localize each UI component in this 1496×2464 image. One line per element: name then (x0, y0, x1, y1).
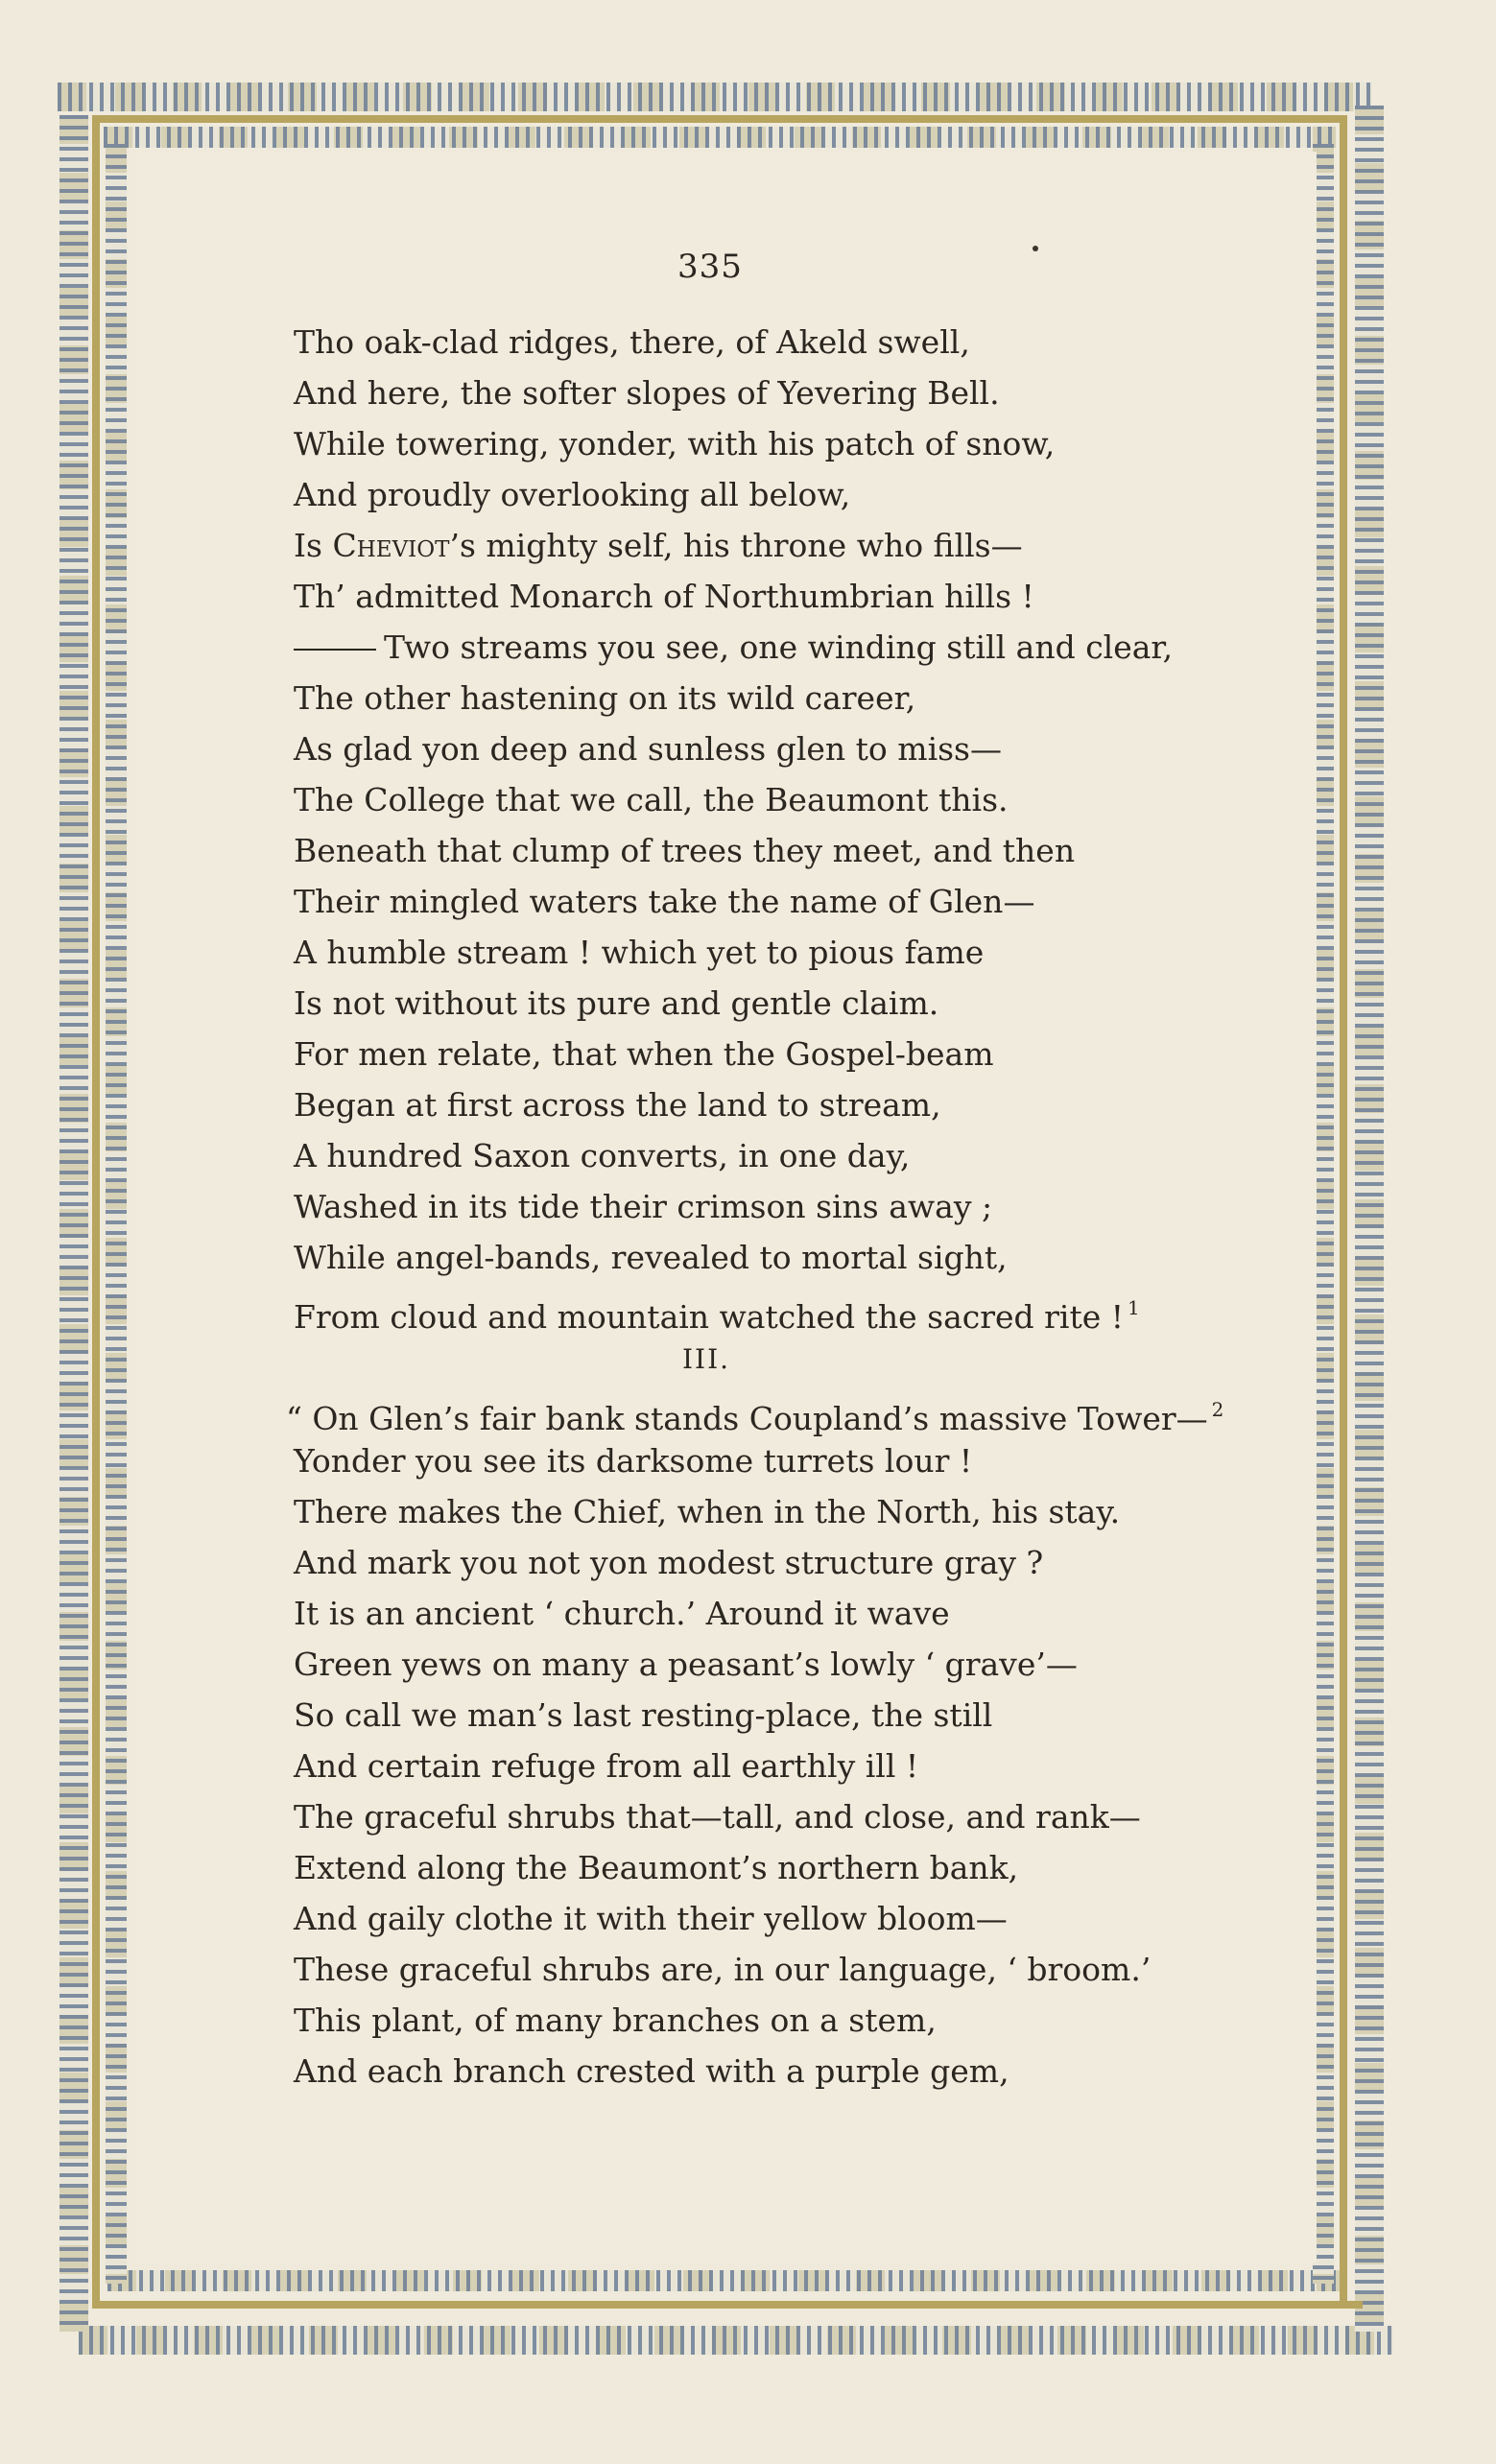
border-bottom-inner (107, 2270, 1340, 2291)
poem-line: Extend along the Beaumont’s northern bank, (294, 1849, 1019, 1886)
poem-line: As glad yon deep and sunless glen to miss— (294, 730, 1002, 768)
poem-line: So call we man’s last resting-place, the still (294, 1696, 993, 1734)
cheviot-name: Cheviot (332, 527, 450, 564)
glen-text: “ On Glen’s fair bank stands Coupland’s massive Tower— (286, 1400, 1208, 1437)
poem-line: Th’ admitted Monarch of Northumbrian hills ! (294, 578, 1034, 615)
streams-text: Two streams you see, one winding still and clear, (384, 628, 1174, 666)
border-top-outer (58, 83, 1372, 111)
border-gold-left (92, 115, 100, 2309)
border-left-outer (59, 115, 88, 2332)
poem-line: Green yews on many a peasant’s lowly ‘ grave’— (294, 1646, 1078, 1683)
border-bottom-outer (79, 2326, 1393, 2355)
border-gold-top (92, 115, 1345, 123)
poem-line: Began at first across the land to stream, (294, 1086, 941, 1124)
footnote-marker-1: 1 (1128, 1296, 1140, 1319)
border-right-outer (1355, 106, 1384, 2332)
poem-line: And here, the softer slopes of Yevering Bell. (294, 374, 1000, 412)
poem-line: And gaily clothe it with their yellow bloom— (294, 1900, 1008, 1937)
poem-line: Beneath that clump of trees they meet, and then (294, 832, 1076, 869)
poem-line-cheviot (294, 520, 1253, 571)
poem-line: And mark you not yon modest structure gray ? (294, 1544, 1044, 1581)
poem-line: While angel-bands, revealed to mortal sight, (294, 1239, 1008, 1276)
ink-speck (1033, 246, 1038, 251)
poem-line: While towering, yonder, with his patch of snow, (294, 425, 1056, 462)
border-left-inner (106, 144, 127, 2284)
poem-line: For men relate, that when the Gospel-beam (294, 1035, 994, 1073)
poem-text (286, 317, 1253, 2097)
poem-line: The other hastening on its wild career, (294, 679, 916, 717)
poem-line: And proudly overlooking all below, (294, 476, 851, 513)
border-gold-right (1340, 115, 1347, 2309)
poem-line: And certain refuge from all earthly ill ! (294, 1747, 919, 1785)
page-number: 335 (677, 248, 743, 286)
poem-line: The College that we call, the Beaumont this. (294, 781, 1009, 818)
poem-line: This plant, of many branches on a stem, (294, 2002, 937, 2039)
poem-line: These graceful shrubs are, in our language, ‘ broom.’ (294, 1951, 1152, 1988)
poem-line: The graceful shrubs that—tall, and close, and rank— (294, 1798, 1141, 1836)
border-gold-bottom (96, 2301, 1363, 2309)
poem-line: Is not without its pure and gentle claim. (294, 984, 939, 1022)
poem-line: A hundred Saxon converts, in one day, (294, 1137, 911, 1174)
poem-line-glen (286, 1385, 1253, 1435)
poem-line: A humble stream ! which yet to pious fame (294, 934, 985, 971)
cheviot-before: Is (294, 527, 333, 564)
poem-line: Tho oak-clad ridges, there, of Akeld swell, (294, 323, 970, 361)
poem-line: Their mingled waters take the name of Glen— (294, 883, 1035, 920)
rite-text: From cloud and mountain watched the sacred rite ! (294, 1298, 1125, 1336)
poem-line: There makes the Chief, when in the North, his stay. (294, 1493, 1121, 1530)
poem-line: And each branch crested with a purple gem, (294, 2052, 1009, 2090)
poem-line: Washed in its tide their crimson sins away ; (294, 1188, 993, 1225)
poem-line: It is an ancient ‘ church.’ Around it wave (294, 1595, 950, 1632)
section-heading: III. (681, 1343, 731, 1375)
border-top-inner (104, 127, 1336, 148)
poem-line-rite (294, 1283, 1253, 1334)
cheviot-after: ’s mighty self, his throne who fills— (449, 527, 1023, 564)
poem-line: Yonder you see its darksome turrets lour ! (294, 1442, 973, 1480)
poem-line-streams (294, 622, 1253, 673)
em-dash-rule (294, 649, 376, 651)
footnote-marker-2: 2 (1211, 1398, 1224, 1421)
